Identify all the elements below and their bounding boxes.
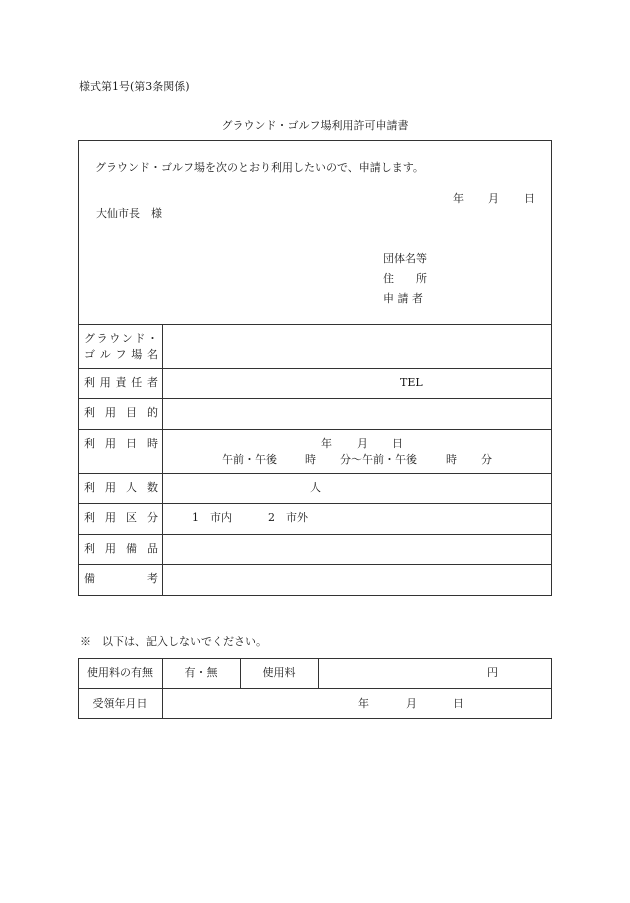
use-end-hour[interactable]: 時 — [446, 453, 457, 466]
people-unit[interactable]: 人 — [310, 481, 321, 494]
category-option-outside-city[interactable]: 2 市外 — [268, 511, 308, 524]
use-start-ampm[interactable]: 午前・午後 — [222, 453, 277, 466]
use-end-ampm[interactable]: 分～午前・午後 — [340, 453, 417, 466]
addressee: 大仙市長 様 — [96, 207, 162, 220]
row-divider — [78, 503, 552, 504]
manager-label: 利用責任者 — [84, 376, 158, 389]
date-day[interactable]: 日 — [524, 192, 535, 205]
remarks-field[interactable] — [163, 565, 551, 595]
fee-column-divider — [318, 658, 319, 688]
row-divider — [78, 368, 552, 369]
equipment-field[interactable] — [163, 535, 551, 564]
office-use-note: ※ 以下は、記入しないでください。 — [80, 635, 267, 648]
use-date-month[interactable]: 月 — [357, 437, 368, 450]
category-label: 利用区分 — [84, 511, 158, 524]
category-option-inside-city[interactable]: 1 市内 — [192, 511, 232, 524]
form-number: 様式第1号(第3条関係) — [79, 80, 190, 93]
use-start-hour[interactable]: 時 — [305, 453, 316, 466]
venue-name-field[interactable] — [163, 325, 551, 368]
manager-tel-label[interactable]: TEL — [400, 376, 423, 389]
applicant-address[interactable]: 住 所 — [383, 272, 427, 285]
date-month[interactable]: 月 — [488, 192, 499, 205]
equipment-label: 利用備品 — [84, 542, 158, 555]
fee-presence-value[interactable]: 有・無 — [184, 666, 218, 679]
fee-presence-label: 使用料の有無 — [87, 666, 153, 679]
fee-row-divider — [78, 688, 552, 689]
use-date-year[interactable]: 年 — [321, 437, 332, 450]
venue-label-line2: ゴルフ場名 — [84, 348, 158, 361]
receipt-month[interactable]: 月 — [406, 697, 417, 710]
receipt-date-label: 受領年月日 — [92, 697, 148, 710]
applicant-org-name[interactable]: 団体名等 — [383, 252, 427, 265]
intro-text: グラウンド・ゴルフ場を次のとおり利用したいので、申請します。 — [95, 161, 424, 174]
purpose-field[interactable] — [163, 399, 551, 429]
use-end-minute[interactable]: 分 — [481, 453, 492, 466]
form-title: グラウンド・ゴルフ場利用許可申請書 — [221, 119, 409, 132]
row-divider — [78, 429, 552, 430]
date-year[interactable]: 年 — [453, 192, 464, 205]
fee-label: 使用料 — [262, 666, 296, 679]
remarks-label: 備考 — [84, 572, 158, 585]
use-date-day[interactable]: 日 — [392, 437, 403, 450]
applicant-name[interactable]: 申 請 者 — [383, 292, 423, 305]
fee-unit[interactable]: 円 — [487, 666, 498, 679]
people-label: 利用人数 — [84, 481, 158, 494]
row-divider — [78, 473, 552, 474]
datetime-label: 利用日時 — [84, 437, 158, 450]
receipt-day[interactable]: 日 — [453, 697, 464, 710]
receipt-year[interactable]: 年 — [358, 697, 369, 710]
venue-label-line1: グラウンド・ — [84, 332, 158, 345]
purpose-label: 利用目的 — [84, 406, 158, 419]
